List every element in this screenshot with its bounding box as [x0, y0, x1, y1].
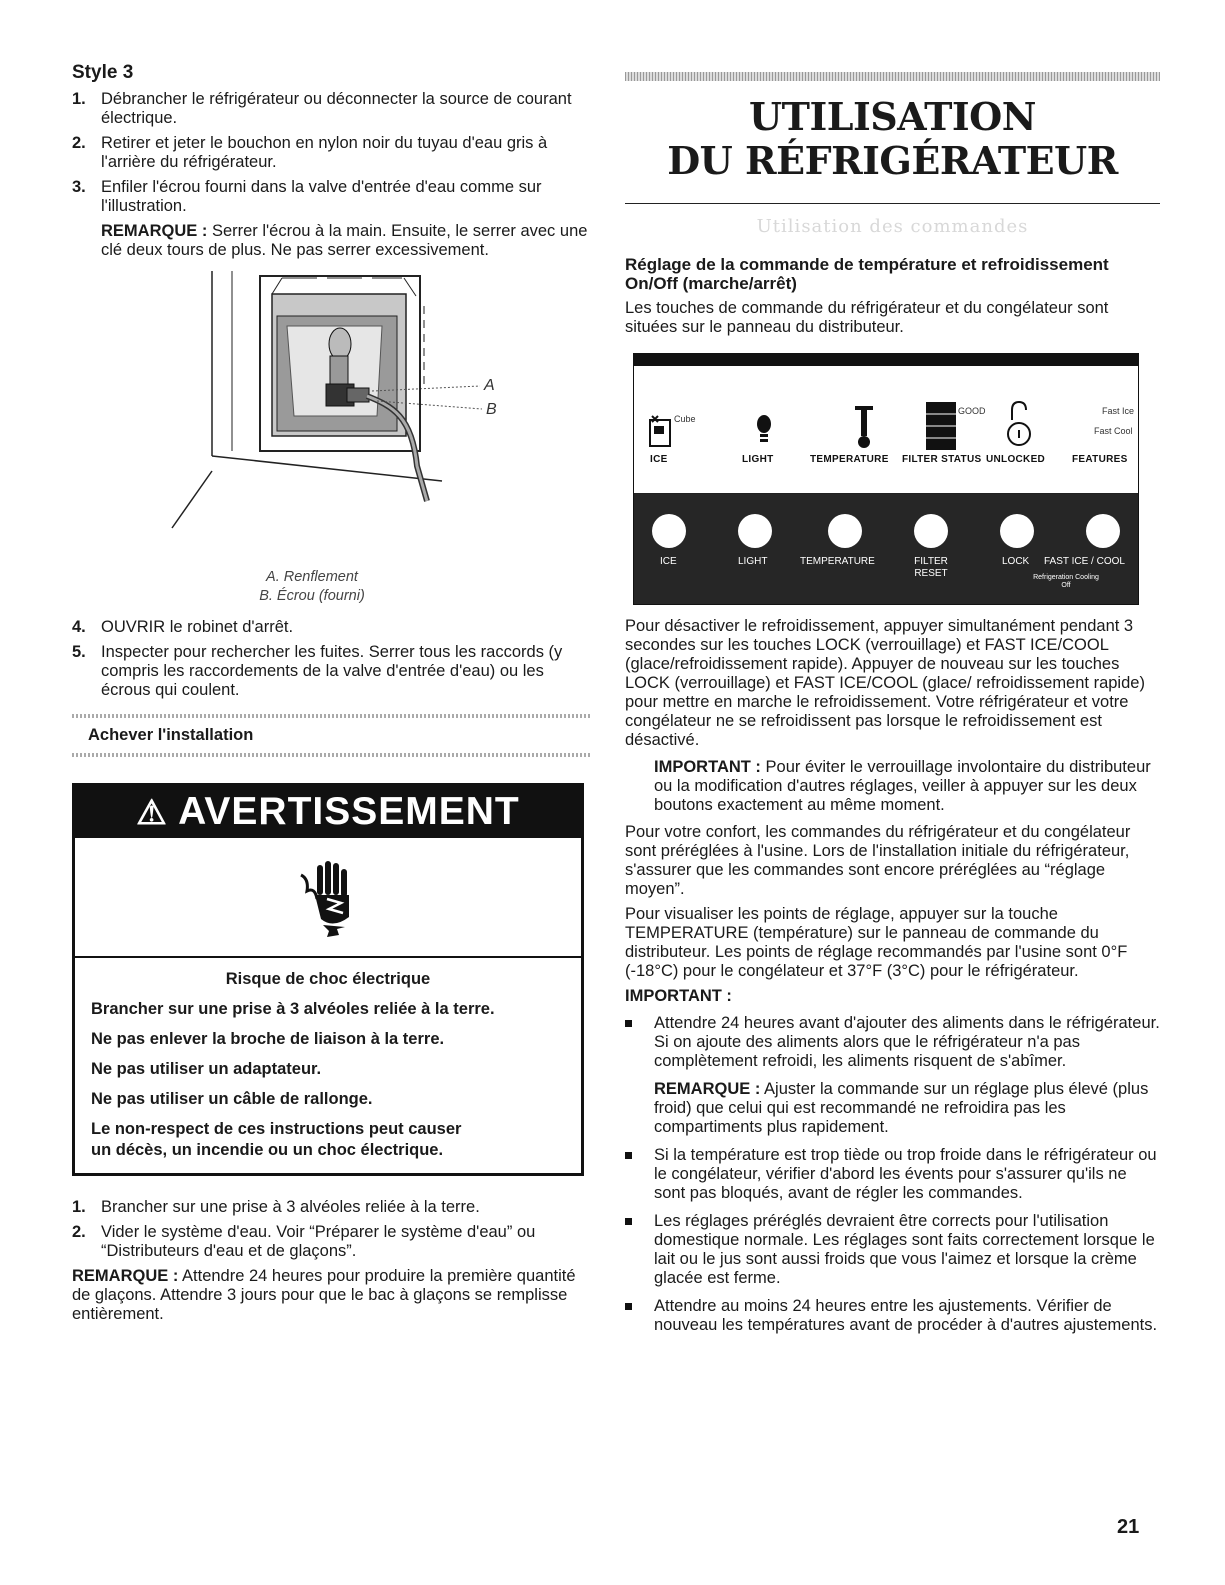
bullet-square-icon	[625, 1146, 654, 1203]
filter-status-icon	[926, 402, 956, 450]
label-ice: ICE	[650, 454, 668, 465]
warning-body	[75, 958, 581, 1173]
remark-label: REMARQUE :	[654, 1080, 761, 1098]
warning-risk: Risque de choc électrique	[225, 970, 431, 988]
bullet-text: Les réglages préréglés devraient être corrects pour l'utilisation domestique normale. Les réglages sont faits correctement lorsque le lait ou le jus sont aussi froids que vous l'aimez et lorsque la crème glacée est ferme.	[654, 1212, 1155, 1287]
fast-ice-text: Fast Ice	[1102, 406, 1135, 416]
step-text: Vider le système d'eau. Voir “Préparer le système d'eau” ou “Distributeurs d'eau et de glaçons”.	[101, 1223, 536, 1260]
step-5	[72, 643, 592, 700]
important-label: IMPORTANT :	[654, 758, 761, 776]
bullet-text: Si la température est trop tiède ou trop froide dans le réfrigérateur ou le congélateur, vérifier d'abord les évents pour s'assurer qu'ils ne sont pas bloqués, avant de régler les commandes.	[654, 1146, 1157, 1202]
left-column	[72, 62, 592, 1330]
label-filter-status: FILTER STATUS	[902, 454, 982, 465]
warning-title: AVERTISSEMENT	[178, 790, 520, 833]
cooling-off-paragraph: Pour désactiver le refroidissement, appuyer simultanément pendant 3 secondes sur les touches LOCK (verrouillage) et FAST ICE/COOL (glace/refroidissement rapide). Appuyer de nouveau sur les touches LOCK (verrouillage) et FAST ICE/COOL (glace/ refroidissement rapide) pour mettre en marche le refroidissement. Votre réfrigérateur et votre congélateur ne se refroidissent pas lorsque le refroidissement est désactivé.	[625, 617, 1145, 749]
section-subtitle: Utilisation des commandes	[756, 216, 1029, 237]
good-text: GOOD	[958, 406, 986, 416]
step-number: 4.	[72, 618, 86, 636]
button-label-ice: ICE	[660, 556, 677, 567]
warning-line: Brancher sur une prise à 3 alvéoles reliée à la terre.	[91, 1000, 495, 1018]
section-title: Achever l'installation	[88, 726, 254, 744]
section-rule-bottom	[72, 753, 592, 757]
step-number: 2.	[72, 134, 86, 152]
label-light: LIGHT	[742, 454, 774, 465]
filter-reset-button[interactable]	[914, 514, 948, 548]
important-text: Pour éviter le verrouillage involontaire du distributeur ou la modification d'autres réglages, veiller à appuyer sur les deux boutons exactement au même moment.	[654, 758, 1151, 814]
warning-line: Ne pas utiliser un câble de rallonge.	[91, 1090, 373, 1108]
final-step-2	[72, 1223, 592, 1261]
label-features: FEATURES	[1072, 454, 1128, 465]
bullet-text: Attendre 24 heures avant d'ajouter des aliments dans le réfrigérateur. Si on ajoute des aliments alors que le réfrigérateur n'a pas complètement refroidi, les aliments risquent de s'abîmer.	[654, 1014, 1160, 1070]
warning-consequence-2: un décès, un incendie ou un choc électrique.	[91, 1141, 444, 1159]
warning-line: Ne pas enlever la broche de liaison à la terre.	[91, 1030, 445, 1048]
remark-text: Attendre 24 heures pour produire la première quantité de glaçons. Attendre 3 jours pour que le bac à glaçons se remplisse entièrement.	[72, 1267, 576, 1323]
step-text: Enfiler l'écrou fourni dans la valve d'entrée d'eau comme sur l'illustration.	[101, 178, 542, 215]
caption-b: B. Écrou (fourni)	[259, 588, 365, 604]
button-label-temperature: TEMPERATURE	[800, 556, 875, 567]
comfort-paragraph: Pour votre confort, les commandes du réfrigérateur et du congélateur sont préréglées à l'usine. Lors de l'installation initiale du réfrigérateur, s'assurer que les commandes sont encore préréglées au “réglage moyen”.	[625, 823, 1131, 898]
step-number: 2.	[72, 1223, 86, 1241]
refrigeration-cooling-off-label: Refrigeration Cooling Off	[1033, 574, 1099, 589]
light-bulb-icon	[754, 412, 774, 448]
step-text: Brancher sur une prise à 3 alvéoles reliée à la terre.	[101, 1198, 480, 1216]
style-title: Style 3	[72, 62, 134, 83]
unlocked-padlock-icon	[1006, 400, 1032, 450]
step-3	[72, 178, 592, 216]
final-step-1	[72, 1198, 592, 1217]
panel-top-edge	[634, 354, 1138, 366]
button-label-lock: LOCK	[1002, 556, 1030, 567]
intro-paragraph: Les touches de commande du réfrigérateur et du congélateur sont situées sur le panneau du distributeur.	[625, 299, 1109, 336]
important-note-1	[654, 758, 1160, 815]
warning-box	[72, 783, 584, 1176]
figure-captions	[32, 568, 592, 606]
lock-button[interactable]	[1000, 514, 1034, 548]
panel-button-row	[634, 494, 1138, 604]
remark-label: REMARQUE :	[101, 222, 208, 240]
step-1	[72, 90, 592, 128]
warning-triangle-icon: ⚠	[136, 794, 168, 832]
bullet-item	[625, 1014, 1160, 1071]
setpoint-paragraph: Pour visualiser les points de réglage, appuyer sur la touche TEMPERATURE (température) sur le panneau de commande du distributeur. Les points de réglage recommandés par l'usine sont 0°F (-18°C) pour le congélateur et 37°F (3°C) pour le réfrigérateur.	[625, 905, 1128, 980]
step-2	[72, 134, 592, 172]
remark-label: REMARQUE :	[72, 1267, 179, 1285]
bullet-item	[625, 1297, 1160, 1335]
caption-a: A. Renflement	[266, 569, 358, 585]
electric-shock-icon	[293, 857, 363, 937]
page-number: 21	[1117, 1516, 1140, 1538]
remark-text: Serrer l'écrou à la main. Ensuite, le serrer avec une clé deux tours de plus. Ne pas serrer excessivement.	[101, 222, 588, 259]
ice-button[interactable]	[652, 514, 686, 548]
cube-text: Cube	[674, 414, 696, 424]
thermometer-icon	[852, 404, 876, 450]
section-heading: Réglage de la commande de température et refroidissement On/Off (marche/arrêt)	[625, 255, 1109, 293]
control-panel-illustration	[633, 353, 1139, 605]
bullet-square-icon	[625, 1297, 654, 1335]
bullet-item	[625, 1212, 1160, 1288]
warning-line: Ne pas utiliser un adaptateur.	[91, 1060, 322, 1078]
step-number: 1.	[72, 1198, 86, 1216]
button-label-fast-ice-cool: FAST ICE / COOL	[1044, 556, 1125, 567]
fast-cool-text: Fast Cool	[1094, 426, 1133, 436]
header-bar	[625, 72, 1160, 81]
fast-ice-cool-button[interactable]	[1086, 514, 1120, 548]
step-text: Retirer et jeter le bouchon en nylon noir du tuyau d'eau gris à l'arrière du réfrigérateur.	[101, 134, 548, 171]
step-number: 5.	[72, 643, 86, 661]
step-text: Débrancher le réfrigérateur ou déconnecter la source de courant électrique.	[101, 90, 572, 127]
warning-consequence-1: Le non-respect de ces instructions peut causer	[91, 1120, 462, 1138]
important-bullets	[625, 1014, 1160, 1335]
button-label-light: LIGHT	[738, 556, 768, 567]
bullet-square-icon	[625, 1014, 654, 1071]
step-4	[72, 618, 592, 637]
remark-paragraph-2	[72, 1267, 592, 1324]
title-line-1: UTILISATION	[749, 94, 1036, 139]
label-temperature: TEMPERATURE	[810, 454, 889, 465]
light-button[interactable]	[738, 514, 772, 548]
final-steps	[72, 1198, 592, 1324]
valve-illustration	[72, 266, 592, 566]
step-text: OUVRIR le robinet d'arrêt.	[101, 618, 294, 636]
bullet-text: Attendre au moins 24 heures entre les ajustements. Vérifier de nouveau les températures avant de procéder à d'autres ajustements.	[654, 1297, 1158, 1334]
bullet-remark	[654, 1080, 1160, 1137]
warning-header	[75, 786, 581, 838]
remark-paragraph	[101, 222, 592, 260]
step-number: 3.	[72, 178, 86, 196]
button-label-filter-reset: FILTER RESET	[914, 556, 948, 579]
bullet-item	[625, 1146, 1160, 1203]
temperature-button[interactable]	[828, 514, 862, 548]
step-text: Inspecter pour rechercher les fuites. Serrer tous les raccords (y compris les raccordements de la valve d'entrée d'eau) ou les écrous qui coulent.	[101, 643, 563, 699]
label-b: B	[486, 401, 497, 418]
bullet-square-icon	[625, 1212, 654, 1288]
label-unlocked: UNLOCKED	[986, 454, 1046, 465]
title-divider	[625, 203, 1160, 204]
remark-text: Ajuster la commande sur un réglage plus élevé (plus froid) que celui qui est recommandé ne refroidira pas les compartiments plus rapidement.	[654, 1080, 1149, 1136]
warning-icon-area	[75, 838, 581, 958]
page-title	[625, 95, 1160, 183]
title-line-2: DU RÉFRIGÉRATEUR	[667, 138, 1118, 183]
right-column	[625, 62, 1160, 1344]
label-a: A	[484, 377, 495, 394]
valve-drawing	[72, 266, 592, 566]
important-heading: IMPORTANT :	[625, 987, 732, 1005]
panel-status-row	[634, 354, 1138, 494]
step-number: 1.	[72, 90, 86, 108]
